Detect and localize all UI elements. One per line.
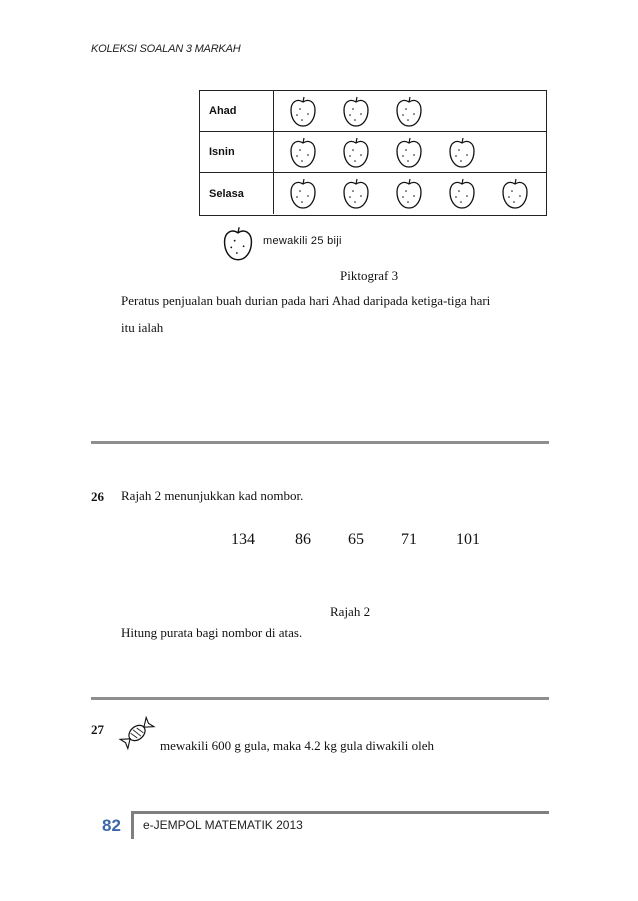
- divider: [91, 697, 549, 700]
- footer-divider: [133, 811, 549, 814]
- durian-icon: [394, 177, 424, 210]
- day-label: Ahad: [200, 91, 274, 131]
- pictograph-caption: Piktograf 3: [340, 268, 399, 283]
- question-text: itu ialah: [121, 320, 164, 335]
- question-text: Peratus penjualan buah durian pada hari Ahad daripada ketiga-tiga hari: [121, 293, 491, 308]
- number-card: 134: [231, 531, 255, 548]
- durian-icon: [394, 136, 424, 169]
- durian-icon: [341, 177, 371, 210]
- candy-icon: [117, 715, 157, 751]
- durian-icon: [341, 95, 371, 128]
- footer-divider: [131, 811, 134, 839]
- question-text: mewakili 600 g gula, maka 4.2 kg gula diwakili oleh: [160, 738, 435, 753]
- durian-icon: [288, 95, 318, 128]
- figure-caption: Rajah 2: [330, 604, 371, 619]
- footer-title: e-JEMPOL MATEMATIK 2013: [143, 818, 303, 832]
- pictograph-legend: mewakili 25 biji: [263, 235, 342, 247]
- page-header: KOLEKSI SOALAN 3 MARKAH: [91, 43, 241, 55]
- durian-icon: [447, 136, 477, 169]
- durian-icon: [500, 177, 530, 210]
- question-text: Hitung purata bagi nombor di atas.: [121, 625, 303, 640]
- number-card: 86: [295, 531, 311, 548]
- durian-icon: [394, 95, 424, 128]
- question-text: Rajah 2 menunjukkan kad nombor.: [121, 488, 304, 503]
- pictograph-row: [200, 91, 546, 132]
- durian-icon: [341, 136, 371, 169]
- question-number: 26: [91, 489, 104, 504]
- day-label: Selasa: [200, 173, 274, 214]
- day-label: Isnin: [200, 132, 274, 172]
- number-card: 71: [401, 531, 417, 548]
- durian-icon: [221, 225, 255, 262]
- page-number: 82: [102, 816, 121, 835]
- pictograph-row: [200, 132, 546, 173]
- pictograph-row: [200, 173, 546, 214]
- durian-icon: [447, 177, 477, 210]
- divider: [91, 441, 549, 444]
- number-card: 101: [456, 531, 480, 548]
- durian-icon: [288, 177, 318, 210]
- number-card: 65: [348, 531, 364, 548]
- durian-icon: [288, 136, 318, 169]
- pictograph-table: [199, 90, 547, 216]
- question-number: 27: [91, 722, 104, 737]
